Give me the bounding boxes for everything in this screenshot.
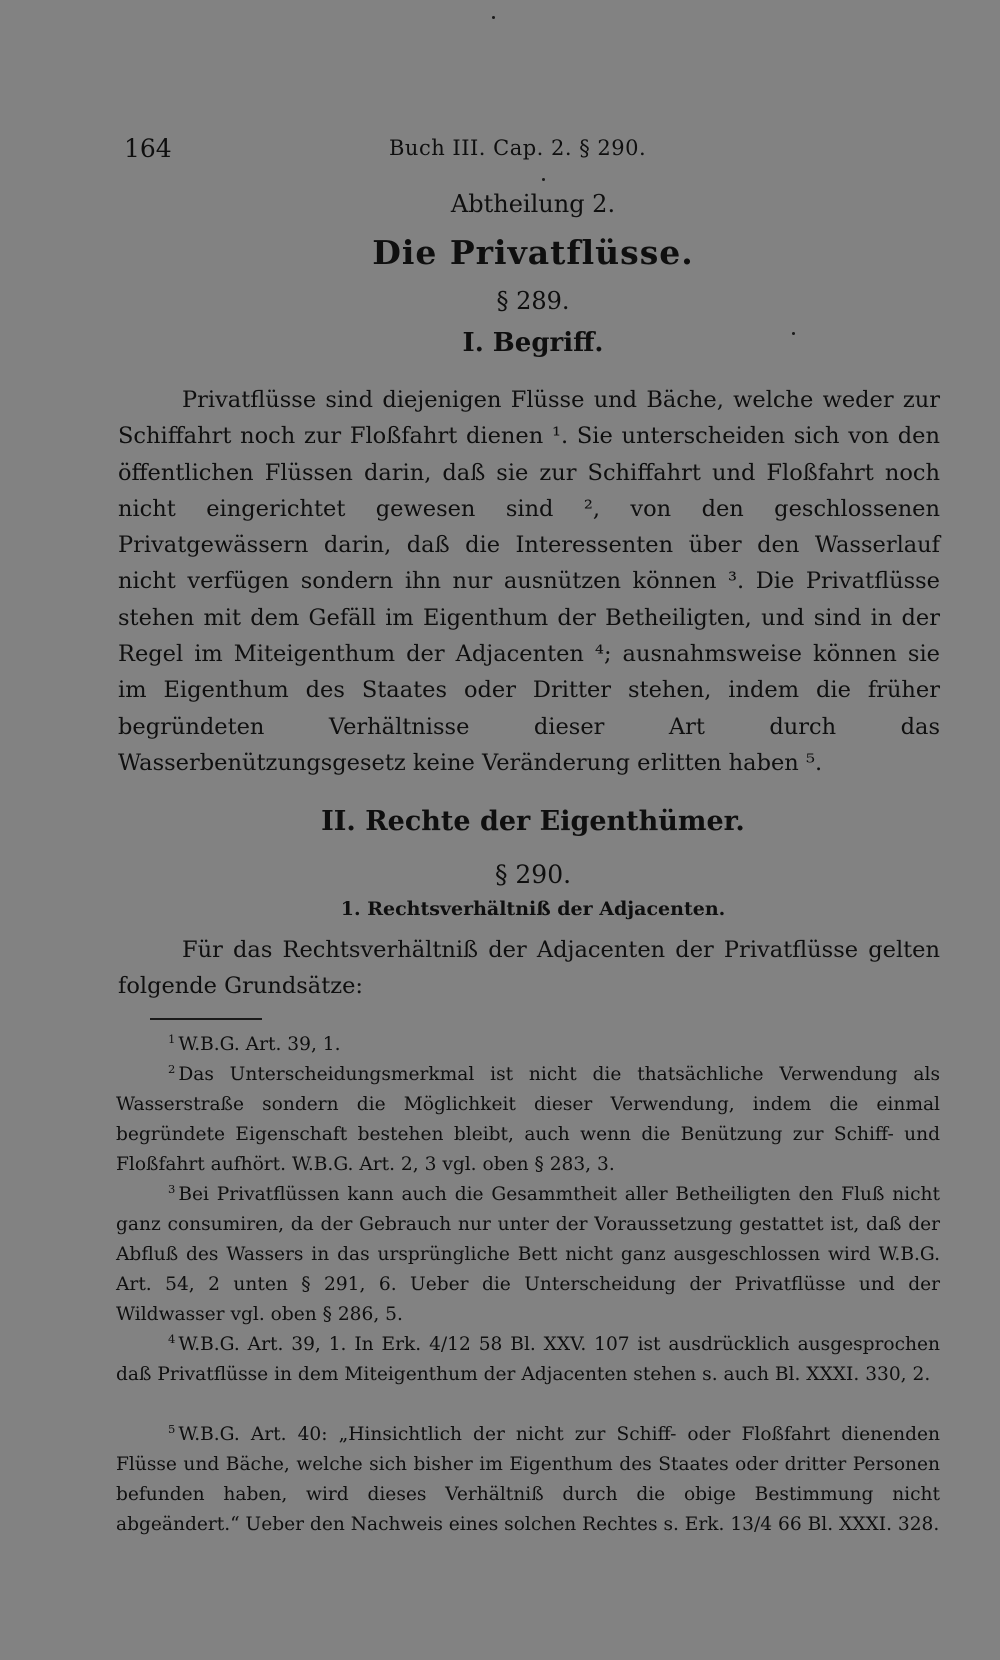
footnote-text: W.B.G. Art. 39, 1. In Erk. 4/12 58 Bl. XXV. 107 ist ausdrücklich ausgesprochen daß Privatflüsse in dem Miteigenthum der Adjacenten stehen s. auch Bl. XXXI. 330, 2.: [116, 1334, 940, 1385]
footnote-text: W.B.G. Art. 40: „Hinsichtlich der nicht zur Schiff- oder Floßfahrt dienenden Flüsse und Bäche, welche sich bisher im Eigenthum des Staates oder dritter Personen befunden haben, wird dieses Verhältniß durch die obige Bestimmung nicht abgeändert.“ Ueber den Nachweis eines solchen Rechtes s. Erk. 13/4 66 Bl. XXXI. 328.: [116, 1424, 940, 1535]
footnote: [116, 1060, 940, 1180]
body-paragraph-289: Privatflüsse sind diejenigen Flüsse und Bäche, welche weder zur Schiffahrt noch zur Floßfahrt dienen ¹. Sie unterscheiden sich von den öffentlichen Flüssen darin, daß sie zur Schiffahrt und Floßfahrt noch nicht eingerichtet gewesen sind ², von den geschlossenen Privatgewässern darin, daß die Interessenten über den Wasserlauf nicht verfügen sondern ihn nur ausnützen können ³. Die Privatflüsse stehen mit dem Gefäll im Eigenthum der Betheiligten, und sind in der Regel im Miteigenthum der Adjacenten ⁴; ausnahmsweise können sie im Eigenthum des Staates oder Dritter stehen, indem die früher begründeten Verhältnisse dieser Art durch das Wasserbenützungsgesetz keine Veränderung erlitten haben ⁵.: [118, 387, 940, 776]
footnote: [116, 1330, 940, 1390]
footnote: [116, 1420, 940, 1540]
section-heading-begriff: I. Begriff.: [462, 328, 604, 358]
footnote-text: W.B.G. Art. 39, 1.: [178, 1034, 341, 1055]
paragraph-number-289: § 289.: [496, 287, 570, 315]
page-number: 164: [124, 134, 172, 163]
section-heading-rechte: II. Rechte der Eigenthümer.: [321, 806, 745, 837]
footnote-marker: 1: [168, 1032, 176, 1047]
footnote-marker: 3: [168, 1182, 176, 1197]
speck: [542, 178, 545, 181]
subsection-heading: 1. Rechtsverhältniß der Adjacenten.: [340, 898, 726, 920]
footnote-text: Das Unterscheidungsmerkmal ist nicht die thatsächliche Verwendung als Wasserstraße sondern die Möglichkeit dieser Verwendung, indem die einmal begründete Eigenschaft bestehen bleibt, auch wenn die Benützung zur Schiff- und Floßfahrt aufhört. W.B.G. Art. 2, 3 vgl. oben § 283, 3.: [116, 1064, 940, 1175]
paragraph-number-290: § 290.: [494, 860, 572, 889]
footnote-marker: 5: [168, 1422, 176, 1437]
footnote: [116, 1030, 940, 1060]
running-head: Buch III. Cap. 2. § 290.: [389, 136, 647, 160]
footnote-text: Bei Privatflüssen kann auch die Gesammtheit aller Betheiligten den Fluß nicht ganz consumiren, da der Gebrauch nur unter der Voraussetzung gestattet ist, daß der Abfluß des Wassers in das ursprüngliche Bett nicht ganz ausgeschlossen wird W.B.G. Art. 54, 2 unten § 291, 6. Ueber die Unterscheidung der Privatflüsse und der Wildwasser vgl. oben § 286, 5.: [116, 1184, 940, 1325]
body-paragraph-290: Für das Rechtsverhältniß der Adjacenten der Privatflüsse gelten folgende Grundsätze:: [118, 937, 940, 1000]
speck: [492, 16, 495, 19]
chapter-title: Die Privatflüsse.: [372, 233, 694, 272]
division-heading: Abtheilung 2.: [450, 190, 616, 218]
footnote-rule: [150, 1018, 262, 1020]
page-header: [124, 134, 946, 174]
footnote-marker: 4: [168, 1332, 176, 1347]
footnote: [116, 1180, 940, 1330]
footnote-marker: 2: [168, 1062, 176, 1077]
